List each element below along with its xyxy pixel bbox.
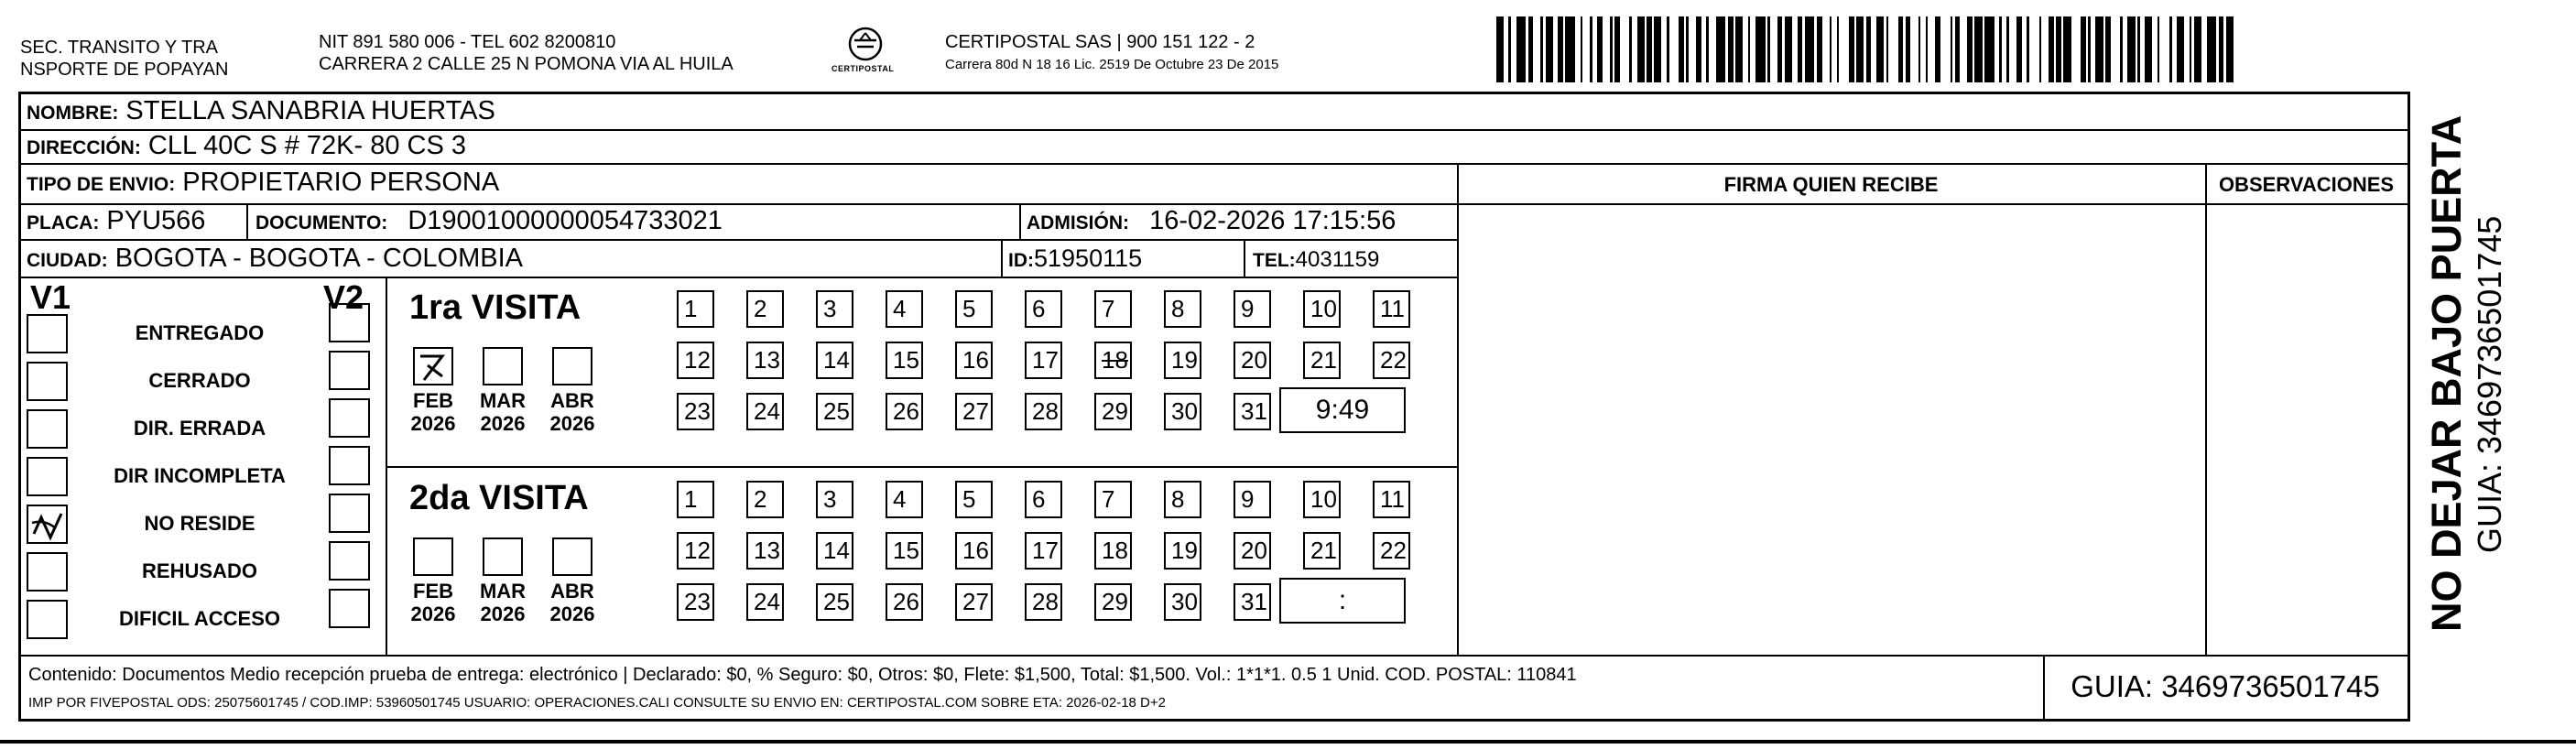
- month-checkbox[interactable]: [483, 347, 523, 385]
- month-label: [401, 580, 465, 625]
- day-box[interactable]: 20: [1234, 342, 1271, 379]
- sender-contact: [319, 31, 734, 75]
- barcode-bar: [1620, 16, 1630, 82]
- barcode-bar: [1654, 16, 1661, 82]
- barcode-bar: [1984, 16, 1994, 82]
- day-box[interactable]: 19: [1164, 532, 1201, 570]
- signature-header: FIRMA QUIEN RECIBE: [1723, 173, 1939, 196]
- barcode-bar: [2009, 16, 2016, 82]
- barcode-bar: [2041, 16, 2049, 82]
- day-box[interactable]: 18: [1094, 532, 1132, 570]
- v2-checkbox[interactable]: [329, 589, 370, 628]
- status-label: NO RESIDE: [144, 512, 255, 535]
- barcode-bar: [2207, 16, 2217, 82]
- barcode-bar: [2029, 16, 2039, 82]
- day-box[interactable]: 1: [677, 481, 714, 518]
- barcode-bar: [1565, 16, 1575, 82]
- barcode-bar: [1669, 16, 1679, 82]
- day-box[interactable]: 5: [955, 481, 993, 518]
- status-label: DIR INCOMPLETA: [114, 464, 286, 487]
- check-mark-icon: [28, 506, 69, 545]
- divider: [21, 239, 1457, 241]
- day-box[interactable]: 26: [886, 583, 923, 621]
- day-box[interactable]: 9: [1234, 481, 1271, 518]
- v1-checkbox[interactable]: [27, 552, 68, 592]
- admission-field: [1027, 206, 1396, 238]
- divider: [21, 163, 2408, 165]
- barcode-bar: [1735, 16, 1743, 82]
- divider: [21, 203, 2408, 205]
- month-year: 2026: [480, 412, 526, 435]
- city-label: CIUDAD:: [27, 250, 108, 271]
- month-name: ABR: [550, 580, 594, 602]
- day-box[interactable]: 16: [955, 532, 993, 570]
- month-name: FEB: [413, 389, 453, 412]
- day-box[interactable]: 3: [816, 290, 853, 328]
- type-label: TIPO DE ENVIO:: [27, 174, 176, 195]
- delivery-form: [18, 92, 2410, 722]
- day-box[interactable]: 24: [746, 583, 784, 621]
- barcode-bar: [1546, 16, 1553, 82]
- visit-title: 1ra VISITA: [409, 288, 582, 327]
- day-box[interactable]: 15: [886, 342, 923, 379]
- day-box[interactable]: 27: [955, 393, 993, 430]
- day-box[interactable]: 2: [746, 481, 784, 518]
- v2-checkbox[interactable]: [329, 398, 370, 438]
- month-name: MAR: [479, 389, 527, 412]
- month-year: 2026: [410, 412, 456, 435]
- day-box[interactable]: 12: [677, 342, 714, 379]
- barcode-bar: [2095, 16, 2103, 82]
- day-box[interactable]: 9: [1234, 290, 1271, 328]
- tel-label: TEL:: [1253, 250, 1296, 271]
- divider: [21, 277, 1457, 278]
- side-guia: GUIA: 3469736501745: [2471, 215, 2508, 553]
- divider: [1001, 239, 1003, 277]
- recipient-address: CLL 40C S # 72K- 80 CS 3: [147, 131, 467, 160]
- city-value: BOGOTA - BOGOTA - COLOMBIA: [114, 244, 523, 273]
- day-box[interactable]: 2: [746, 290, 784, 328]
- day-box[interactable]: 11: [1373, 481, 1410, 518]
- month-label: [540, 389, 604, 435]
- barcode-bar: [1516, 16, 1527, 82]
- day-box[interactable]: 29: [1094, 393, 1132, 430]
- document-field: [255, 206, 723, 238]
- barcode-bar: [1785, 16, 1792, 82]
- divider: [1019, 203, 1021, 239]
- divider: [2408, 129, 2409, 655]
- day-box[interactable]: 20: [1234, 532, 1271, 570]
- barcode-bar: [1960, 16, 1967, 82]
- nit-line: NIT 891 580 006 - TEL 602 8200810: [319, 32, 616, 52]
- name-label: NOMBRE:: [27, 103, 119, 124]
- barcode-bar: [1805, 16, 1815, 82]
- check-mark-icon: [415, 349, 453, 385]
- day-box[interactable]: 3: [816, 481, 853, 518]
- day-box[interactable]: 23: [677, 393, 714, 430]
- barcode-bar: [2111, 16, 2121, 82]
- footer-guia: GUIA: 3469736501745: [2071, 669, 2380, 703]
- month-label: [471, 389, 535, 435]
- barcode-bar: [1888, 16, 1898, 82]
- company-line: CERTIPOSTAL SAS | 900 151 122 - 2: [945, 32, 1255, 52]
- day-box[interactable]: 16: [955, 342, 993, 379]
- sender-line-2: NSPORTE DE POPAYAN: [20, 60, 229, 80]
- day-box[interactable]: 8: [1164, 290, 1201, 328]
- barcode-bar: [1716, 16, 1726, 82]
- month-checkbox[interactable]: [483, 537, 523, 576]
- day-box[interactable]: 25: [816, 393, 853, 430]
- time-box[interactable]: 9:49: [1279, 387, 1406, 433]
- recipient-address-field: [27, 131, 466, 163]
- month-checkbox[interactable]: [552, 347, 592, 385]
- barcode-bar: [1533, 16, 1540, 82]
- day-box[interactable]: 21: [1303, 342, 1341, 379]
- month-checkbox[interactable]: [413, 537, 453, 576]
- plate-field: [27, 206, 205, 238]
- day-box[interactable]: 6: [1025, 481, 1062, 518]
- day-box[interactable]: 31: [1234, 583, 1271, 621]
- admission-value: 16-02-2026 17:15:56: [1149, 206, 1397, 235]
- barcode-bar: [1940, 16, 1951, 82]
- day-box[interactable]: 11: [1373, 290, 1410, 328]
- day-box[interactable]: 15: [886, 532, 923, 570]
- day-box[interactable]: 4: [886, 481, 923, 518]
- day-box[interactable]: 7: [1094, 481, 1132, 518]
- v1-header: V1: [30, 278, 71, 316]
- barcode-bar: [1910, 16, 1918, 82]
- barcode-bar: [2226, 16, 2234, 82]
- certipostal-logo: [831, 24, 899, 82]
- shipment-type: PROPIETARIO PERSONA: [182, 168, 500, 197]
- print-line: IMP POR FIVEPOSTAL ODS: 25075601745 / COD.IMP: 53960501745 USUARIO: OPERACIONES.CALI CONSULTE SU ENVIO EN: CERTIPOSTAL.COM SOBRE ETA: 2026-02-18 D+2: [28, 695, 1166, 711]
- logo-text: CERTIPOSTAL: [831, 64, 895, 73]
- divider: [1244, 239, 1245, 277]
- divider: [2205, 163, 2207, 655]
- divider: [21, 655, 2408, 657]
- company-info: [945, 31, 1278, 73]
- day-box[interactable]: 13: [746, 532, 784, 570]
- day-box[interactable]: 14: [816, 532, 853, 570]
- day-box[interactable]: 10: [1303, 481, 1341, 518]
- barcode-bar: [1770, 16, 1777, 82]
- day-box[interactable]: 27: [955, 583, 993, 621]
- sender-line-1: SEC. TRANSITO Y TRA: [20, 38, 218, 58]
- visit-title: 2da VISITA: [409, 479, 589, 517]
- day-box[interactable]: 30: [1164, 583, 1201, 621]
- admission-label: ADMISIÓN:: [1027, 212, 1129, 233]
- divider: [246, 203, 248, 239]
- barcode-bar: [2194, 16, 2201, 82]
- sender-address-line: CARRERA 2 CALLE 25 N POMONA VIA AL HUILA: [319, 54, 734, 74]
- divider: [386, 466, 1457, 468]
- recipient-name: STELLA SANABRIA HUERTAS: [125, 96, 495, 125]
- v2-checkbox[interactable]: [329, 351, 370, 390]
- tel-value: 4031159: [1295, 247, 1380, 272]
- tel-field: [1253, 245, 1379, 276]
- v2-checkbox[interactable]: [329, 446, 370, 485]
- time-box[interactable]: :: [1279, 578, 1406, 624]
- status-label: ENTREGADO: [135, 321, 265, 344]
- barcode-bar: [1637, 16, 1645, 82]
- id-value: 51950115: [1034, 244, 1143, 272]
- barcode-bar: [1974, 16, 1982, 82]
- id-label: ID:: [1008, 250, 1034, 271]
- plate-label: PLACA:: [27, 212, 100, 233]
- v1-checkbox[interactable]: [27, 600, 68, 639]
- sender-name: [20, 37, 228, 81]
- day-box[interactable]: 26: [886, 393, 923, 430]
- v2-checkbox[interactable]: [329, 494, 370, 533]
- day-box[interactable]: 17: [1025, 532, 1062, 570]
- day-box[interactable]: 30: [1164, 393, 1201, 430]
- city-field: [27, 244, 523, 276]
- day-box[interactable]: 28: [1025, 583, 1062, 621]
- month-year: 2026: [480, 602, 526, 625]
- day-box[interactable]: 19: [1164, 342, 1201, 379]
- day-box[interactable]: 31: [1234, 393, 1271, 430]
- side-notice: NO DEJAR BAJO PUERTA: [2423, 114, 2470, 632]
- barcode-bar: [1755, 16, 1766, 82]
- recipient-name-field: [27, 96, 495, 128]
- barcode-bar: [1839, 16, 1849, 82]
- barcode-bar: [1582, 16, 1590, 82]
- barcode-bar: [2159, 16, 2169, 82]
- day-box[interactable]: 22: [1373, 342, 1410, 379]
- barcode-bar: [2177, 16, 2184, 82]
- status-label: DIFICIL ACCESO: [118, 607, 280, 630]
- month-name: ABR: [550, 389, 594, 412]
- day-box[interactable]: 13: [746, 342, 784, 379]
- day-box[interactable]: 25: [816, 583, 853, 621]
- month-year: 2026: [549, 412, 595, 435]
- day-box[interactable]: 17: [1025, 342, 1062, 379]
- content-line: Contenido: Documentos Medio recepción prueba de entrega: electrónico | Declarado: $0, % Seguro: $0, Otros: $0, Flete: $1,500, Total: $1,500. Vol.: 1*1*1. 0.5 1 Unid. COD. POSTAL: 110841: [28, 665, 1577, 685]
- barcode-bar: [1822, 16, 1830, 82]
- barcode-bar: [2127, 16, 2135, 82]
- v1-checkbox[interactable]: [27, 314, 68, 353]
- day-box[interactable]: 8: [1164, 481, 1201, 518]
- barcode-bar: [1603, 16, 1610, 82]
- barcode-bar: [1928, 16, 1935, 82]
- day-box[interactable]: 6: [1025, 290, 1062, 328]
- day-box[interactable]: 5: [955, 290, 993, 328]
- barcode-bar: [1876, 16, 1884, 82]
- day-box[interactable]: 21: [1303, 532, 1341, 570]
- month-label: [540, 580, 604, 625]
- month-label: [471, 580, 535, 625]
- v2-checkbox[interactable]: [329, 541, 370, 581]
- barcode: [1496, 16, 2234, 82]
- day-box[interactable]: 4: [886, 290, 923, 328]
- v2-header: V2: [323, 278, 364, 316]
- day-box[interactable]: 29: [1094, 583, 1132, 621]
- barcode-bar: [1856, 16, 1864, 82]
- document-label: DOCUMENTO:: [255, 212, 388, 233]
- day-box[interactable]: 24: [746, 393, 784, 430]
- status-label: REHUSADO: [142, 559, 257, 582]
- day-box[interactable]: 22: [1373, 532, 1410, 570]
- day-box[interactable]: 7: [1094, 290, 1132, 328]
- company-address: Carrera 80d N 18 16 Lic. 2519 De Octubre 23 De 2015: [945, 57, 1279, 72]
- logo-icon: [831, 24, 899, 82]
- address-label: DIRECCIÓN:: [27, 137, 141, 158]
- divider: [1457, 163, 1459, 655]
- day-box[interactable]: 23: [677, 583, 714, 621]
- shipment-type-field: [27, 168, 499, 200]
- month-year: 2026: [549, 602, 595, 625]
- day-box[interactable]: 18: [1094, 342, 1132, 379]
- day-box[interactable]: 1: [677, 290, 714, 328]
- status-label: CERRADO: [148, 369, 251, 392]
- document-value: D19001000000054733021: [408, 206, 723, 235]
- month-year: 2026: [410, 602, 456, 625]
- month-label: [401, 389, 465, 435]
- month-name: FEB: [413, 580, 453, 602]
- v2-checkbox[interactable]: [329, 303, 370, 342]
- month-checkbox[interactable]: [552, 537, 592, 576]
- barcode-bar: [2071, 16, 2081, 82]
- day-box[interactable]: 10: [1303, 290, 1341, 328]
- day-box[interactable]: 14: [816, 342, 853, 379]
- v1-checkbox[interactable]: [27, 505, 68, 544]
- month-name: MAR: [479, 580, 527, 602]
- barcode-bar: [1709, 16, 1716, 82]
- day-box[interactable]: 28: [1025, 393, 1062, 430]
- month-checkbox[interactable]: [413, 347, 453, 385]
- bottom-rule: [0, 740, 2576, 744]
- barcode-bar: [1689, 16, 1696, 82]
- v1-checkbox[interactable]: [27, 409, 68, 449]
- plate-value: PYU566: [106, 206, 206, 235]
- barcode-bar: [2145, 16, 2152, 82]
- day-box[interactable]: 12: [677, 532, 714, 570]
- barcode-bar: [1496, 16, 1504, 82]
- observations-header: OBSERVACIONES: [2218, 173, 2395, 196]
- status-label: DIR. ERRADA: [133, 417, 266, 440]
- v1-checkbox[interactable]: [27, 457, 68, 496]
- barcode-bar: [2063, 16, 2071, 82]
- id-field: [1008, 244, 1142, 276]
- v1-checkbox[interactable]: [27, 362, 68, 401]
